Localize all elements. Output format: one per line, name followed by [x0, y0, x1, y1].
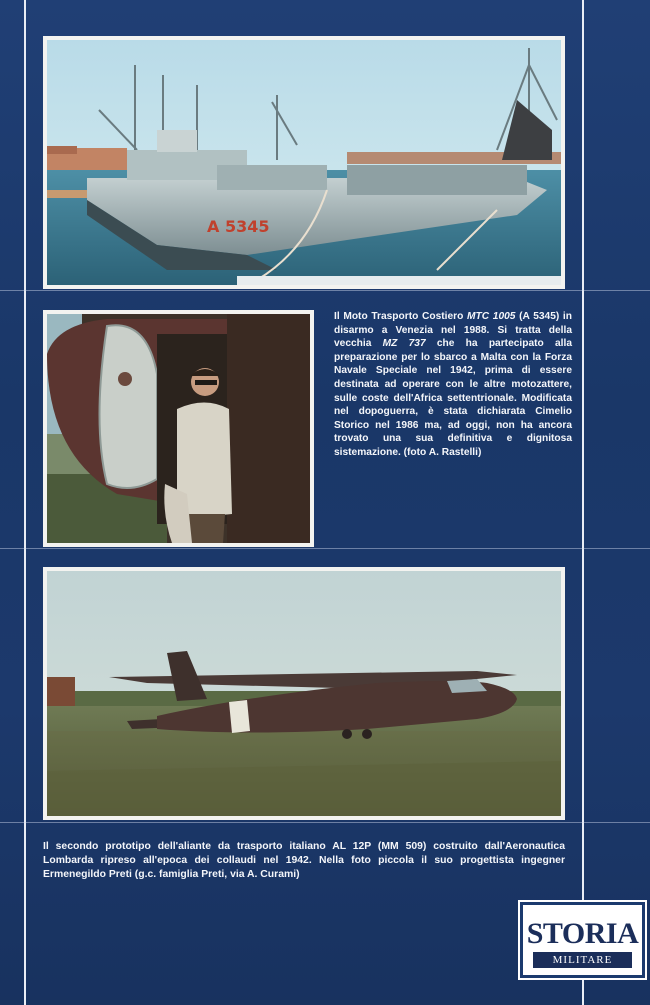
divider-line — [0, 822, 650, 823]
caption-vessel-name: MTC 1005 — [467, 311, 516, 322]
ship-photo — [43, 36, 565, 289]
ship-caption — [334, 310, 572, 460]
divider-line — [0, 290, 650, 291]
logo-subtitle: MILITARE — [533, 952, 632, 968]
caption-text: che ha partecipato alla preparazione per lo sbarco a Malta con la Forza Navale Speciale nel 1942, prima di essere destinata ad operare con le altre motozattere, sulle coste dell'Africa settentrionale. Modificata nel dopoguerra, è stata dichiarata Cimelio Storico nel 1986 ma, ad oggi, non ha ancora trovato una sua definitiva e dignitosa sistemazione. (foto A. Rastelli) — [334, 338, 572, 458]
logo-title: STORIA — [526, 917, 639, 950]
glider-photo — [43, 567, 565, 820]
caption-text: Il Moto Trasporto Costiero — [334, 311, 468, 322]
glider-caption: Il secondo prototipo dell'aliante da trasporto italiano AL 12P (MM 509) costruito dall'Aeronautica Lombarda ripreso all'epoca dei collaudi nel 1942. Nella foto piccola il suo progettista ingegner Ermenegildo Preti (g.c. famiglia Preti, via A. Curami) — [43, 841, 565, 881]
right-border-line — [582, 0, 584, 1005]
caption-text: (A 5345) in disarmo a Venezia nel 1988. Si tratta della vecchia — [334, 311, 572, 350]
engineer-photo — [43, 310, 314, 547]
storia-militare-logo — [520, 902, 645, 978]
ship-hull-number: A 5345 — [207, 217, 270, 236]
left-border-line — [24, 0, 26, 1005]
divider-line — [0, 548, 650, 549]
caption-vessel-name: MZ 737 — [382, 338, 426, 350]
